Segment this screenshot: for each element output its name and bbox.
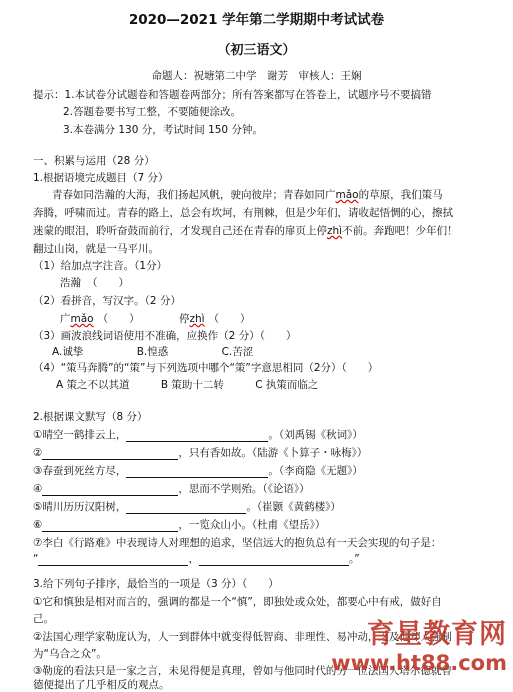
answer-blank[interactable]: [42, 448, 178, 460]
answer-blank[interactable]: （ ）: [208, 313, 251, 325]
q3-heading: 3.给下列句子排序，最恰当的一项是（3 分）（ ）: [33, 578, 279, 590]
answer-blank[interactable]: [38, 554, 188, 566]
q1-para-line-4: 翻过山岗，就是一马平川。: [33, 243, 159, 255]
q1-sub4-options: [56, 379, 318, 392]
page-subtitle: （初三语文）: [217, 43, 296, 58]
q1-sub2: （2）看拼音，写汉字。（2 分）: [33, 295, 181, 307]
page-title: 2020—2021 学年第二学期期中考试试卷: [128, 12, 385, 28]
q3-line-1: ①它和慎独是相对而言的，强调的都是一个“慎”，即独处或众处，都要心中有戒，做好自: [33, 596, 442, 608]
q1-sub1: （1）给加点字注音。（1分）: [33, 260, 168, 272]
authors-line: 命题人：祝塘第二中学 谢芳 审核人：王娴: [151, 70, 362, 82]
recite-item-4: ④ ，思而不学则殆。（《论语》）: [33, 483, 310, 495]
recite-item-1: ①晴空一鹤排云上， 。（刘禹锡《秋词》）: [33, 429, 363, 441]
tip-3: 3.本卷满分 130 分，考试时间 150 分钟。: [63, 124, 263, 136]
answer-blank[interactable]: [199, 554, 349, 566]
q3-line-5: ③勒庞的看法只是一家之言，未见得便是真理，曾如与他同时代的另一位法国人塔尔德就曾: [33, 665, 452, 677]
recite-item-5: ⑤晴川历历汉阳树， 。（崔颢《黄鹤楼》）: [33, 501, 341, 513]
option-a[interactable]: A.诚挚: [52, 346, 84, 358]
option-c[interactable]: C.苦涩: [221, 346, 254, 358]
answer-blank[interactable]: [42, 520, 178, 532]
q1-sub1-item: 浩瀚 （ ）: [60, 277, 129, 289]
q1-sub2-items: 广mǎo （ ） 停zhì （ ）: [60, 313, 251, 325]
answer-blank[interactable]: [126, 502, 246, 514]
section-heading: 一、积累与运用（28 分）: [33, 155, 155, 167]
watermark-url: www.ht88.com: [331, 651, 507, 675]
option-b[interactable]: B 策助十二转: [160, 379, 224, 391]
answer-blank[interactable]: （ ）: [97, 313, 140, 325]
option-c[interactable]: C 执策而临之: [255, 379, 319, 391]
option-a[interactable]: A 策之不以其道: [56, 379, 130, 391]
tip-1: 提示：1.本试卷分试题卷和答题卷两部分；所有答案都写在答卷上，试题序号不要搞错: [33, 89, 432, 101]
q3-line-3: ②法国心理学家勒庞认为，人一到群体中就变得低智商、非理性、易冲动，乏及他却人强制: [33, 631, 452, 643]
q3-line-6: 德便提出了几乎相反的观点。: [33, 679, 170, 691]
watermark: [331, 612, 507, 675]
q1-para-line-1: 青春如同浩瀚的大海，我们扬起风帆，驶向彼岸；青春如同广mǎo的草原，我们策马: [52, 189, 443, 201]
q1-sub4: （4）“策马奔腾”的“策”与下列选项中哪个“策”字意思相同（2分）（ ）: [33, 362, 379, 374]
watermark-name: 育星教育网: [367, 619, 507, 650]
answer-blank[interactable]: [126, 466, 268, 478]
pinyin-moo: mǎo: [335, 189, 359, 201]
q1-sub3-options: [52, 346, 253, 359]
q1-para-line-3: 迷蒙的眼泪，聆听奋鼓而前行，才发现自己还在青春的扉页上停zhì不前。奔跑吧！少年们！: [33, 225, 458, 237]
q1-heading: 1.根据语境完成题目（7 分）: [33, 172, 169, 184]
recite-item-2: ② ，只有香如故。（陆游《卜算子・咏梅》）: [33, 447, 368, 459]
q1-sub3: （3）画波浪线词语使用不准确，应换作（2 分）（ ）: [33, 330, 297, 342]
q3-line-4: 为“乌合之众”。: [33, 648, 107, 660]
q2-heading: 2.根据课文默写（8 分）: [33, 411, 148, 423]
answer-blank[interactable]: （ ）: [87, 277, 129, 289]
tip-2: 2.答题卷要书写工整，不要随便涂改。: [63, 106, 242, 118]
answer-blank[interactable]: [42, 484, 178, 496]
q3-line-2: 己。: [33, 613, 54, 625]
q1-para-line-2: 奔腾，呼啸而过。青春的路上，总会有坎坷，有荆棘，但是少年们，请收起悟惆的心，擦拭: [33, 207, 453, 219]
recite-item-7: ⑦李白《行路难》中表现诗人对理想的追求，坚信远大的抱负总有一天会实现的句子是：: [33, 537, 442, 549]
recite-item-3: ③春蚕到死丝方尽， 。（李商隐《无题》）: [33, 465, 363, 477]
recite-item-7-blanks: “ ， 。”: [33, 553, 360, 565]
recite-item-6: ⑥ ，一览众山小。（杜甫《望岳》）: [33, 519, 326, 531]
answer-blank[interactable]: [126, 430, 268, 442]
pinyin-zhi: zhì: [327, 225, 343, 237]
option-b[interactable]: B.惶惑: [136, 346, 169, 358]
